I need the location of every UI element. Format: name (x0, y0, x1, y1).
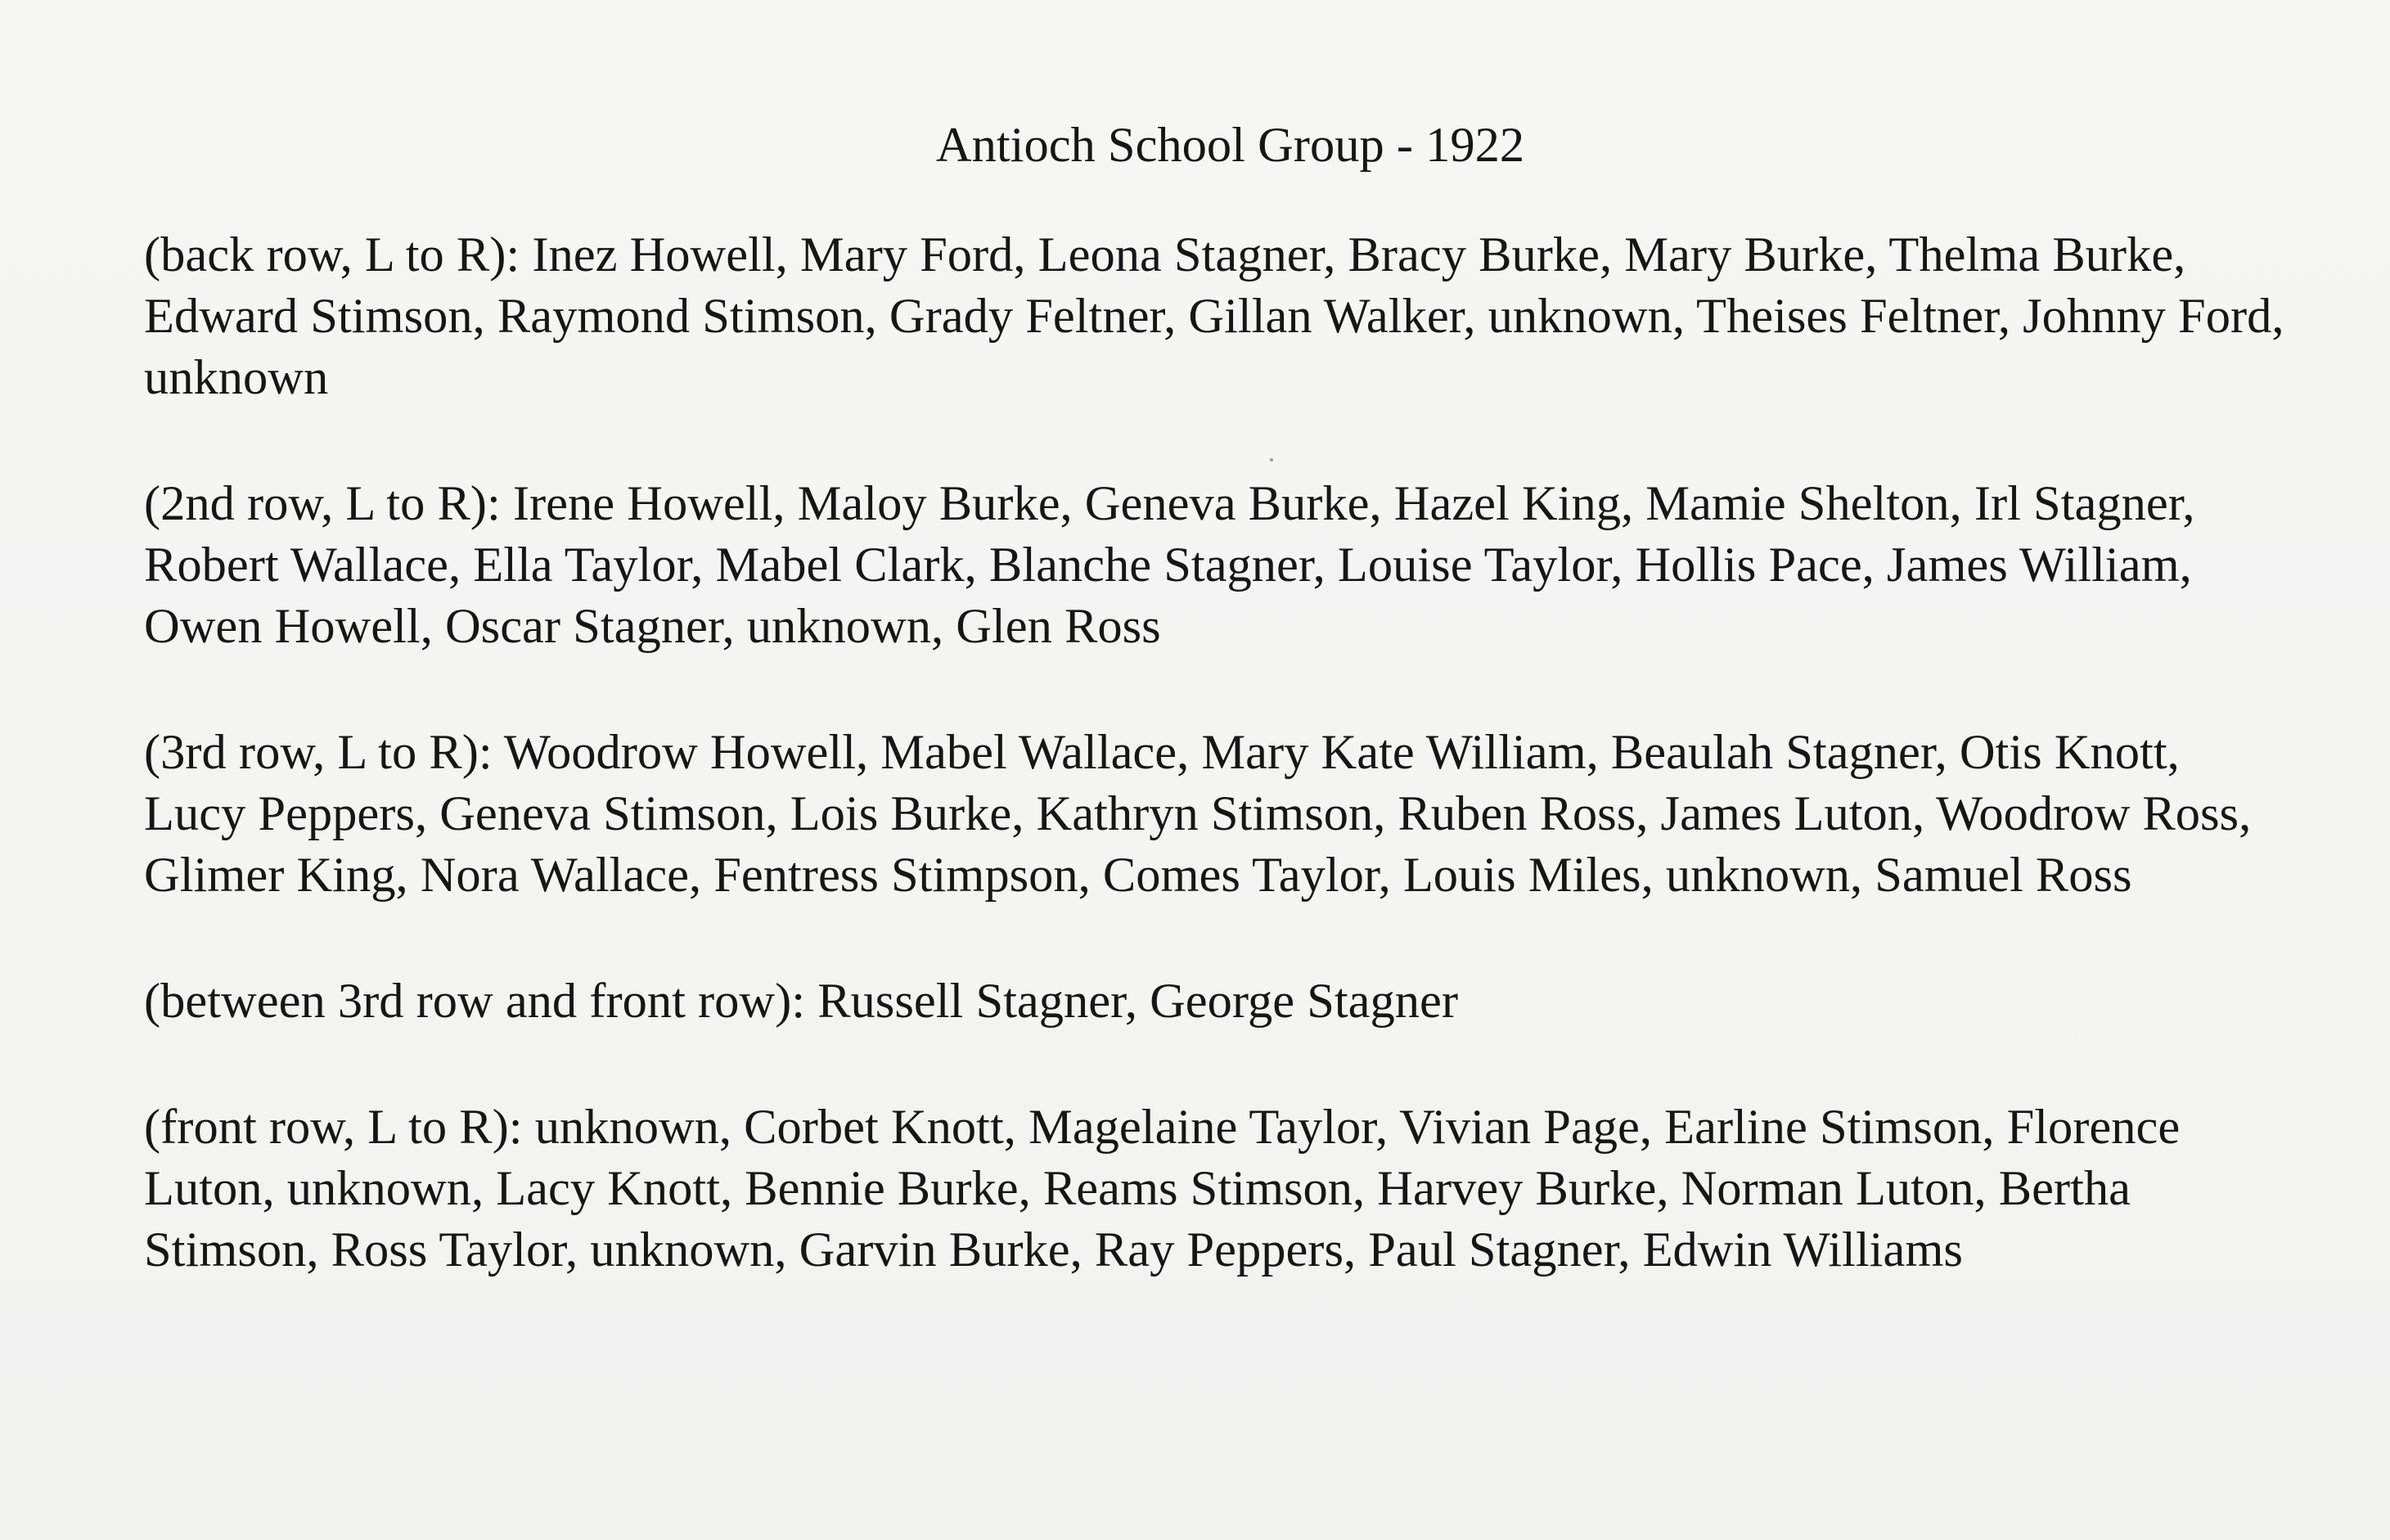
paragraph-front-row: (front row, L to R): unknown, Corbet Knott, Magelaine Taylor, Vivian Page, Earline Stimson, Florence Luton, unknown, Lacy Knott, Bennie Burke, Reams Stimson, Harvey Burke, Norman Luton, Bertha Stimson, Ross Taylor, unknown, Garvin Burke, Ray Peppers, Paul Stagner, Edwin Williams (144, 1100, 2181, 1277)
paragraph-between-rows: (between 3rd row and front row): Russell Stagner, George Stagner (144, 974, 1458, 1029)
document-body (144, 115, 2292, 1345)
paragraph-second-row: (2nd row, L to R): Irene Howell, Maloy Burke, Geneva Burke, Hazel King, Mamie Shelton, Irl Stagner, Robert Wallace, Ella Taylor, Mabel Clark, Blanche Stagner, Louise Taylor, Hollis Pace, James William, Owen Howell, Oscar Stagner, unknown, Glen Ross (144, 476, 2195, 654)
document-title: Antioch School Group - 1922 (935, 118, 1525, 173)
paragraph-third-row: (3rd row, L to R): Woodrow Howell, Mabel Wallace, Mary Kate William, Beaulah Stagner, Otis Knott, Lucy Peppers, Geneva Stimson, Lois Burke, Kathryn Stimson, Ruben Ross, James Luton, Woodrow Ross, Glimer King, Nora Wallace, Fentress Stimpson, Comes Taylor, Louis Miles, unknown, Samuel Ross (144, 725, 2252, 903)
paragraph-back-row: (back row, L to R): Inez Howell, Mary Ford, Leona Stagner, Bracy Burke, Mary Burke, Thelma Burke, Edward Stimson, Raymond Stimson, Grady Feltner, Gillan Walker, unknown, Theises Feltner, Johnny Ford, unknown (144, 227, 2284, 405)
